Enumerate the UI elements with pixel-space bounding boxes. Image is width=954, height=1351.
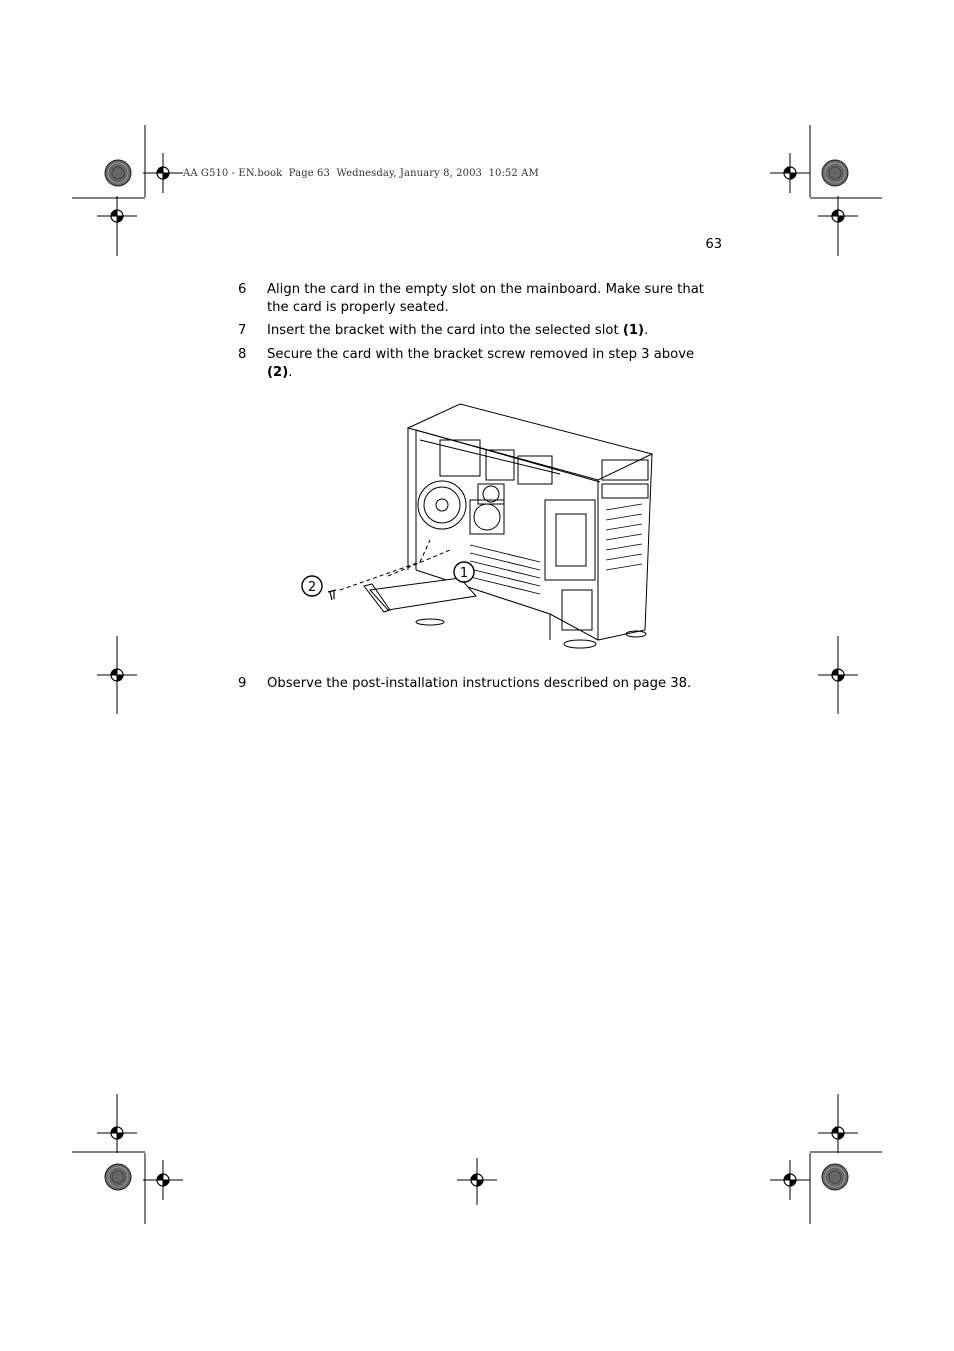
step-item: [238, 675, 718, 693]
step-text: Align the card in the empty slot on the mainboard. Make sure that the card is properly seated.: [267, 282, 704, 315]
page-number: 63: [705, 237, 722, 252]
print-slug: AA G510 - EN.book Page 63 Wednesday, January 8, 2003 10:52 AM: [183, 168, 539, 179]
step-number: 6: [238, 282, 247, 297]
step-item: 7 Insert the bracket with the card into the selected slot (1).: [238, 323, 649, 338]
step-number: 9: [238, 676, 247, 691]
step-text: Insert the bracket with the card into the selected slot: [267, 323, 623, 338]
callout-2-label: 2: [307, 580, 317, 595]
callout-ref: (1): [622, 323, 645, 338]
chassis-illustration: [300, 400, 660, 655]
callout-ref: (2): [267, 365, 289, 380]
step-text: Observe the post-installation instructions described on page 38.: [267, 676, 692, 691]
callout-1-label: 1: [459, 566, 469, 581]
step-item: 8 Secure the card with the bracket screw removed in step 3 above (2).: [238, 347, 695, 380]
step-text: Secure the card with the bracket screw removed in step 3 above: [267, 347, 695, 362]
step-number: 8: [238, 347, 247, 362]
step-item: [238, 281, 718, 317]
step-number: 7: [238, 323, 247, 338]
